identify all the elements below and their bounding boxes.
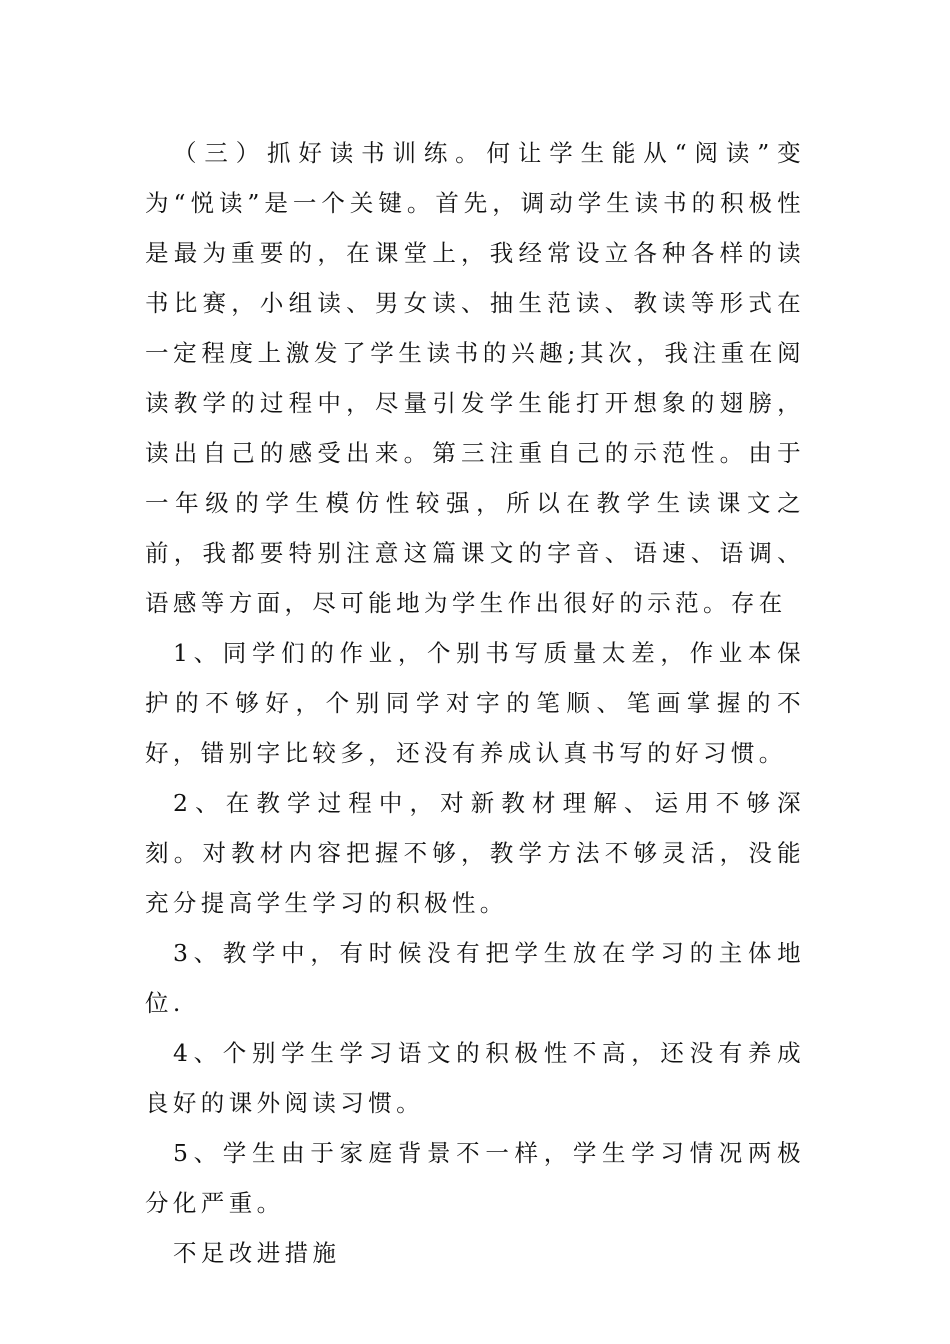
paragraph-issue-1: 1、同学们的作业，个别书写质量太差，作业本保护的不够好，个别同学对字的笔顺、笔画掌握的不好，错别字比较多，还没有养成认真书写的好习惯。 (145, 639, 805, 767)
paragraph-reading-training: （三）抓好读书训练。何让学生能从“阅读”变为“悦读”是一个关键。首先，调动学生读书的积极性是最为重要的，在课堂上，我经常设立各种各样的读书比赛，小组读、男女读、抽生范读、教读等形式在一定程度上激发了学生读书的兴趣;其次，我注重在阅读教学的过程中，尽量引发学生能打开想象的翅膀，读出自己的感受出来。第三注重自己的示范性。由于一年级的学生模仿性较强，所以在教学生读课文之前，我都要特别注意这篇课文的字音、语速、语调、语感等方面，尽可能地为学生作出很好的示范。存在 (145, 139, 805, 617)
paragraph-issue-2: 2、在教学过程中，对新教材理解、运用不够深刻。对教材内容把握不够，教学方法不够灵活，没能充分提高学生学习的积极性。 (145, 789, 805, 917)
document-page (145, 128, 805, 1278)
paragraph-issue-5: 5、学生由于家庭背景不一样，学生学习情况两极分化严重。 (145, 1139, 805, 1217)
paragraph-issue-3: 3、教学中，有时候没有把学生放在学习的主体地位. (145, 939, 805, 1017)
paragraph-issue-4: 4、个别学生学习语文的积极性不高，还没有养成良好的课外阅读习惯。 (145, 1039, 805, 1117)
section-heading-improvement: 不足改进措施 (173, 1239, 341, 1267)
